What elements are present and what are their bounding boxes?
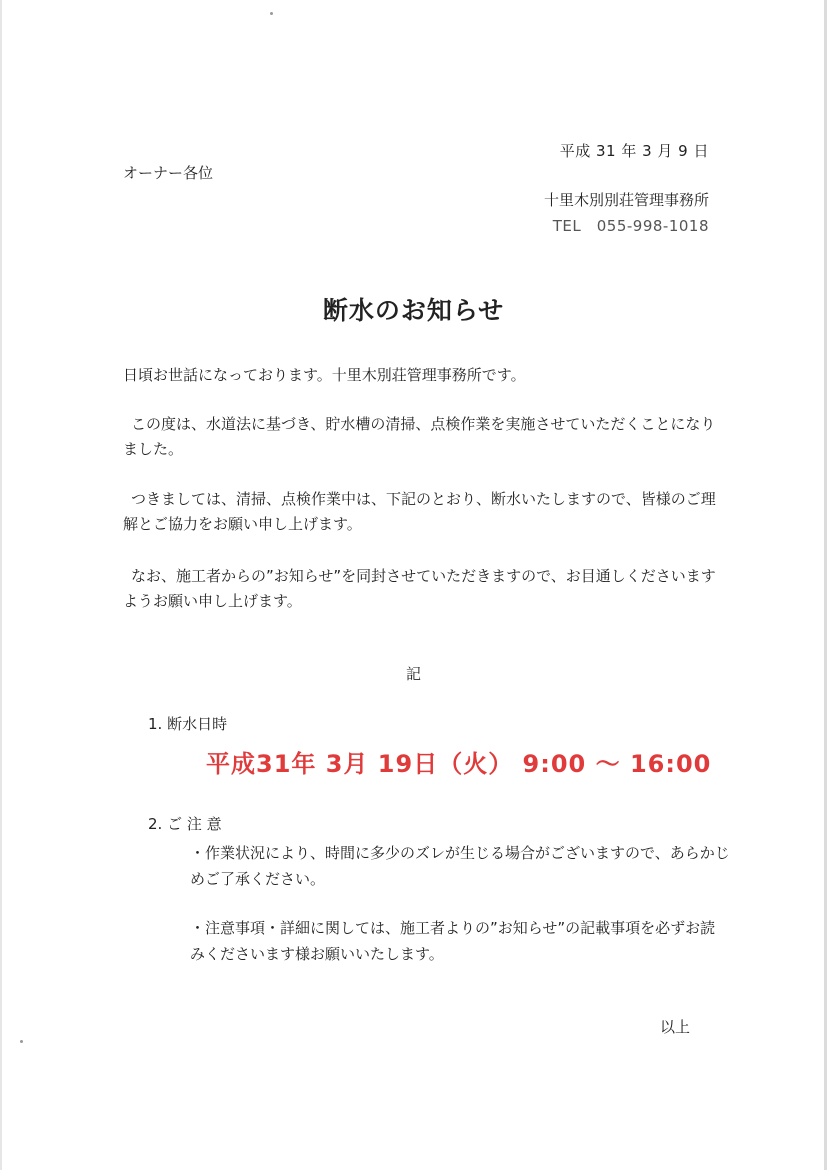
scan-speck [20,1040,23,1043]
scan-edge-left [0,0,2,1170]
scan-speck [270,12,273,15]
item-notes-label: 2. ご 注 意 [148,815,222,833]
ki-heading: 記 [405,665,421,683]
greeting-paragraph: 日頃お世話になっております。十里木別荘管理事務所です。 [123,366,526,384]
note-bullet-details: ・注意事項・詳細に関しては、施工者よりの”お知らせ”の記載事項を必ずお読みくださいます様お願いいたします。 [190,919,716,963]
page-title: 断水のお知らせ [322,296,505,325]
issue-date: 平成 31 年 3 月 9 日 [559,142,709,160]
note-bullet-schedule: ・作業状況により、時間に多少のズレが生じる場合がございますので、あらかじめご了承ください。 [190,844,730,888]
office-tel: TEL 055-998-1018 [552,217,709,235]
item-outage-datetime-label: 1. 断水日時 [148,715,228,733]
request-paragraph: つきましては、清掃、点検作業中は、下記のとおり、断水いたしますので、皆様のご理解とご協力をお願い申し上げます。 [123,490,716,533]
enclosure-paragraph: なお、施工者からの”お知らせ”を同封させていただきますので、お目通しくださいますようお願い申し上げます。 [123,567,716,610]
outage-datetime: 平成31年 3月 19日（火） 9:00 ～ 16:00 [206,750,712,778]
recipient: オーナー各位 [123,164,214,182]
office-name: 十里木別別荘管理事務所 [543,191,709,209]
purpose-paragraph: この度は、水道法に基づき、貯水槽の清掃、点検作業を実施させていただくことになりました。 [123,415,716,458]
closing-mark: 以上 [659,1018,690,1036]
